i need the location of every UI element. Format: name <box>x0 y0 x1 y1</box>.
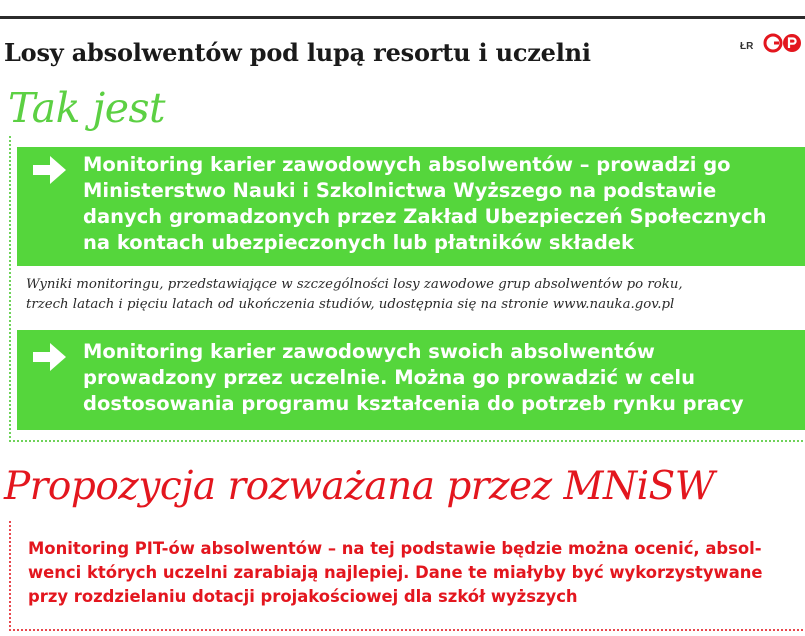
proposal-line: wenci których uczelni zarabiają najlepiej. Dane te miałyby być wykorzystywane <box>28 563 763 582</box>
box-line: Ministerstwo Nauki i Szkolnictwa Wyższego na podstawie <box>83 179 717 202</box>
monitoring-box-universities <box>17 330 805 430</box>
monitoring-box-ministry-text <box>83 152 766 256</box>
monitoring-box-ministry <box>17 147 805 266</box>
note-line: trzech latach i pięciu latach od ukończenia studiów, udostępnia się na stronie www.nauka.gov.pl <box>26 297 675 312</box>
monitoring-box-universities-text <box>83 339 744 417</box>
box-line: prowadzony przez uczelnie. Można go prowadzić w celu <box>83 366 695 389</box>
box-line: dostosowania programu kształcenia do potrzeb rynku pracy <box>83 392 744 415</box>
monitoring-results-note <box>26 275 801 315</box>
arrow-right-icon <box>31 339 69 375</box>
arrow-right-icon <box>31 152 69 188</box>
proposal-line: przy rozdzielaniu dotacji projakościowej dla szkół wyższych <box>28 587 578 606</box>
note-line: Wyniki monitoringu, przedstawiające w szczególności losy zawodowe grup absolwentów po roku, <box>26 277 683 292</box>
author-initials: ŁR <box>740 41 754 52</box>
section-title-tak-jest: Tak jest <box>8 84 165 132</box>
gp-logo-icon <box>763 33 803 53</box>
box-line: Monitoring karier zawodowych swoich absolwentów <box>83 340 655 363</box>
article-headline: Losy absolwentów pod lupą resortu i uczelni <box>4 38 591 67</box>
pit-monitoring-proposal <box>28 537 800 609</box>
box-line: Monitoring karier zawodowych absolwentów – prowadzi go <box>83 153 731 176</box>
box-line: danych gromadzonych przez Zakład Ubezpieczeń Społecznych <box>83 205 767 228</box>
proposal-line: Monitoring PIT-ów absolwentów – na tej podstawie będzie można ocenić, absol- <box>28 539 762 558</box>
section-title-propozycja: Propozycja rozważana przez MNiSW <box>4 464 715 509</box>
box-line: na kontach ubezpieczonych lub płatników składek <box>83 231 634 254</box>
top-rule <box>0 16 805 19</box>
